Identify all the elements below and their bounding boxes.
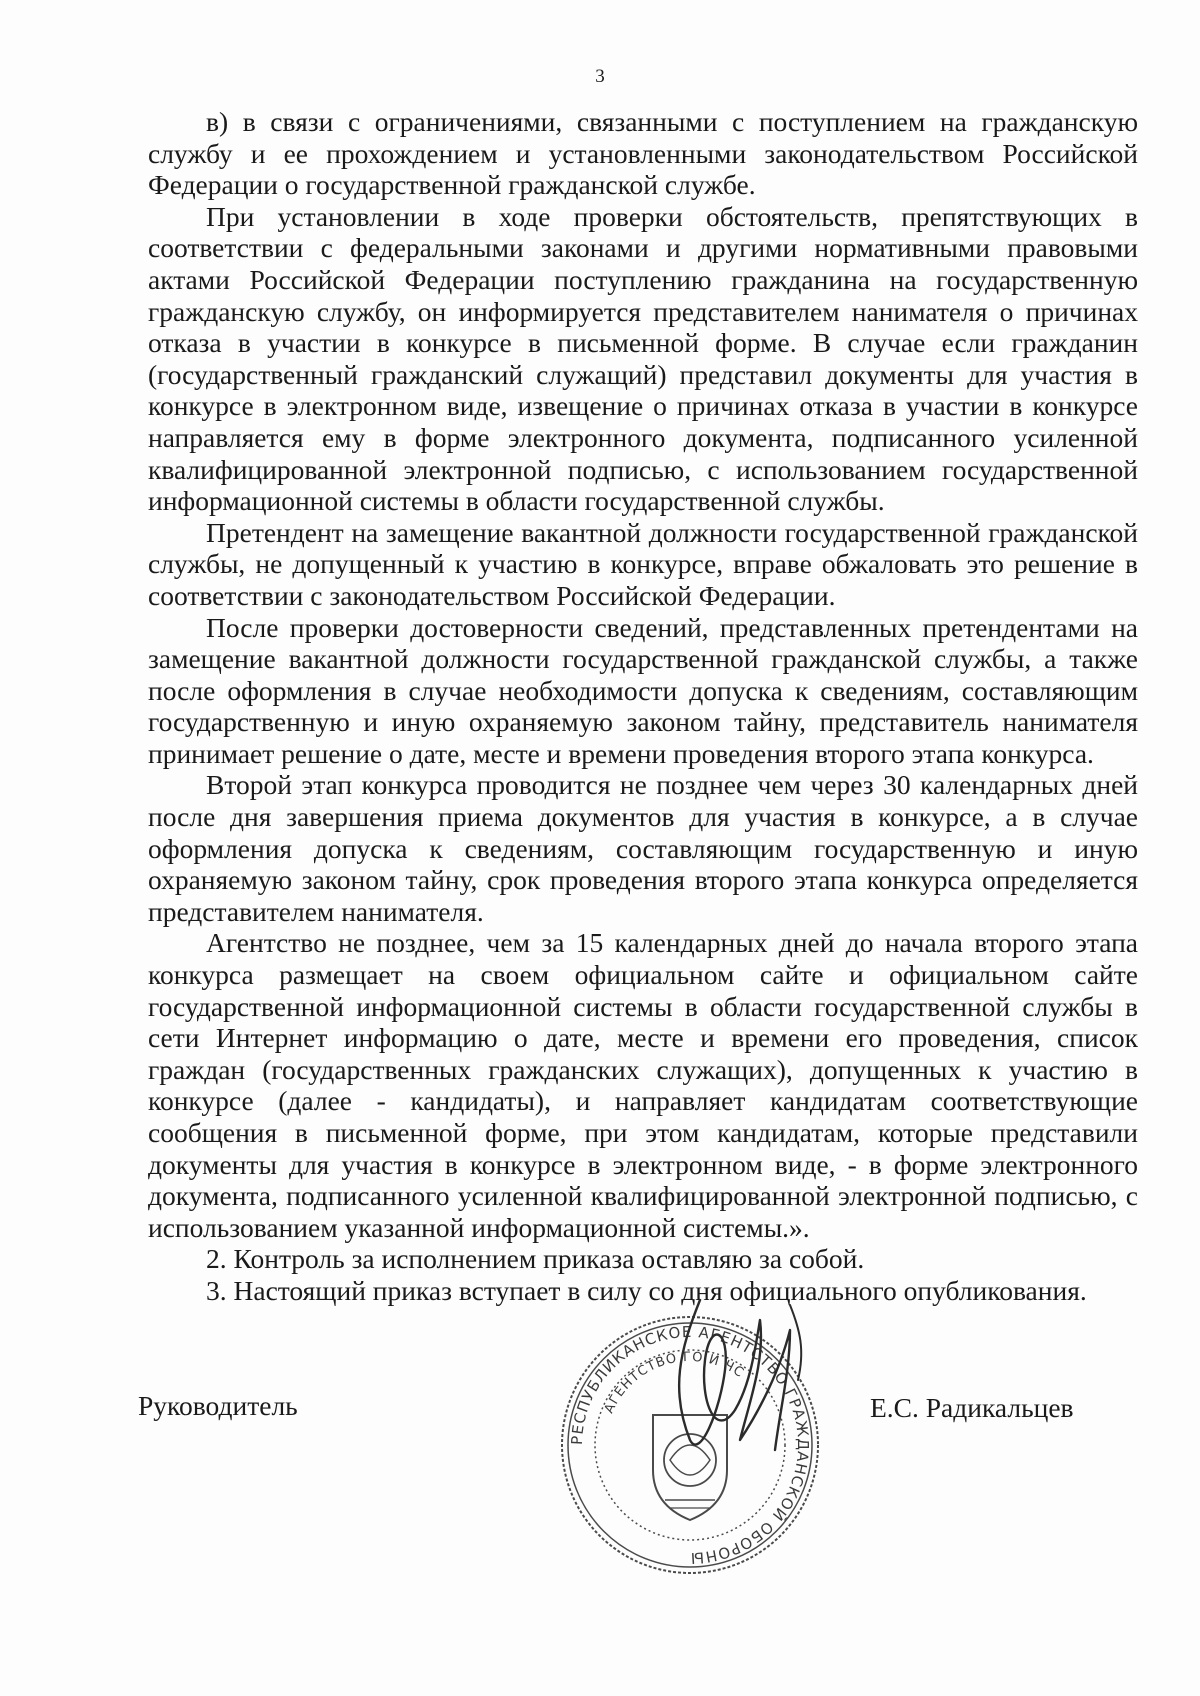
- signer-title: Руководитель: [138, 1390, 298, 1421]
- page-number: 3: [595, 66, 605, 87]
- handwritten-signature-icon: [640, 1290, 840, 1490]
- paragraph-agency-publication: Агентство не позднее, чем за 15 календарных дней до начала второго этапа конкурса размещает на своем официальном сайте и официальном сайте государственной информационной системы в области государственной службы в сети Интернет информацию о дате, месте и времени его проведения, список граждан (государственных гражданских служащих), допущенных к участию в конкурсе (далее - кандидаты), и направляет кандидатам соответствующие сообщения в письменной форме, при этом кандидатам, которые представили документы для участия в конкурсе в электронном виде, - в форме электронного документа, подписанного усиленной квалифицированной электронной подписью, с использованием указанной информационной системы.».: [148, 927, 1138, 1243]
- paragraph-appeal: Претендент на замещение вакантной должности государственной гражданской службы, не допущенный к участию в конкурсе, вправе обжаловать это решение в соответствии с законодательством Российской Федерации.: [148, 516, 1138, 611]
- paragraph-effective-date: 3. Настоящий приказ вступает в силу со дня официального опубликования.: [206, 1274, 1087, 1306]
- paragraph-verification: После проверки достоверности сведений, представленных претендентами на замещение вакантной должности государственной гражданской службы, а также после оформления в случае необходимости допуска к сведениям, составляющим государственную и иную охраняемую законом тайну, представитель нанимателя принимает решение о дате, месте и времени проведения второго этапа конкурса.: [148, 611, 1138, 769]
- paragraph-clause-v: в) в связи с ограничениями, связанными с поступлением на гражданскую службу и ее прохождением и установленными законодательством Российской Федерации о государственной гражданской службе.: [148, 106, 1138, 201]
- stamp-inner-text: АГЕНТСТВО ГО И ЧС: [601, 1349, 747, 1416]
- document-body: [148, 106, 1138, 1307]
- paragraph-second-stage: Второй этап конкурса проводится не позднее чем через 30 календарных дней после дня завершения приема документов для участия в конкурсе, а в случае оформления допуска к сведениям, составляющим государственную и иную охраняемую законом тайну, срок проведения второго этапа конкурса определяется представителем нанимателя.: [148, 769, 1138, 927]
- signature-block: [0, 1322, 1200, 1690]
- paragraph-refusal-notice: При установлении в ходе проверки обстоятельств, препятствующих в соответствии с федеральными законами и другими нормативными правовыми актами Российской Федерации поступлению гражданина на государственную гражданскую службу, он информируется представителем нанимателя о причинах отказа в участии в конкурсе в письменной форме. В случае если гражданин (государственный гражданский служащий) представил документы для участия в конкурсе в электронном виде, извещение о причинах отказа в участии в конкурсе направляется ему в форме электронного документа, подписанного усиленной квалифицированной электронной подписью, с использованием государственной информационной системы в области государственной службы.: [148, 200, 1138, 517]
- paragraph-control: 2. Контроль за исполнением приказа оставляю за собой.: [206, 1243, 865, 1275]
- stamp-outer-text: РЕСПУБЛИКАНСКОЕ АГЕНТСТВО ГРАЖДАНСКОЙ ОБОРОНЫ: [567, 1322, 813, 1568]
- signer-name: Е.С. Радикальцев: [870, 1392, 1074, 1423]
